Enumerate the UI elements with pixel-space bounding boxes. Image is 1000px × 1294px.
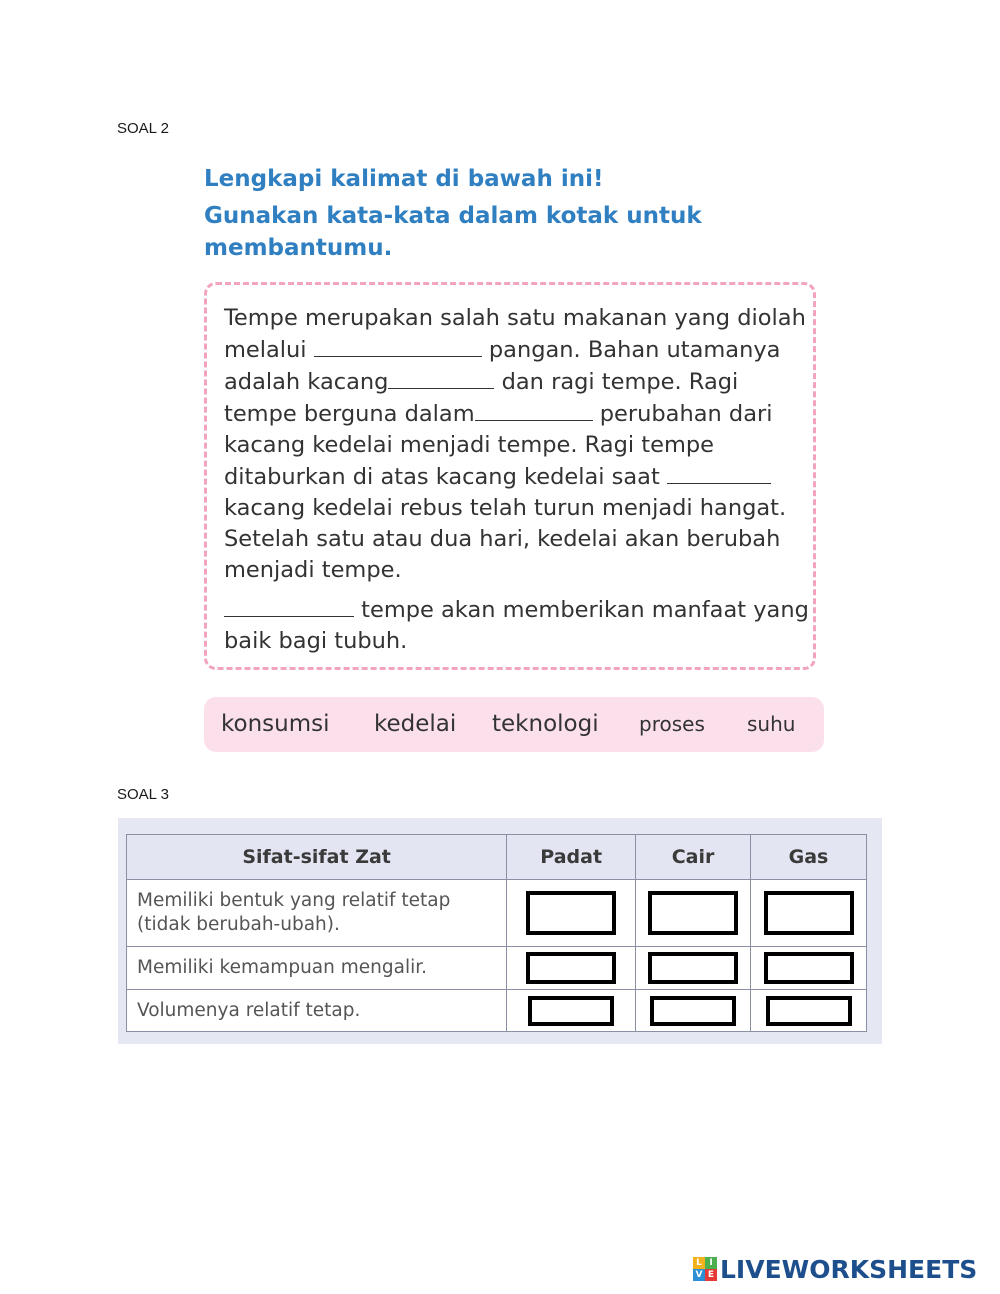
- story-box: [204, 282, 816, 670]
- soal-2-label: SOAL 2: [117, 120, 169, 137]
- story-segment: Tempe merupakan salah satu makanan yang diolah melalui: [224, 305, 806, 363]
- logo-letter: I: [705, 1257, 717, 1269]
- answer-box-gas-1[interactable]: [764, 891, 854, 935]
- answer-cell: [507, 990, 636, 1032]
- logo-letter: L: [693, 1257, 705, 1269]
- answer-blank-4[interactable]: [667, 461, 771, 484]
- logo-letter: E: [705, 1269, 717, 1281]
- header-padat: Padat: [507, 835, 636, 880]
- answer-box-cair-1[interactable]: [648, 891, 738, 935]
- liveworksheets-logo: [693, 1254, 977, 1284]
- answer-cell: [751, 990, 867, 1032]
- word-option-suhu[interactable]: suhu: [747, 712, 796, 736]
- answer-box-padat-2[interactable]: [526, 952, 616, 984]
- word-option-konsumsi[interactable]: konsumsi: [221, 711, 330, 737]
- answer-blank-3[interactable]: [475, 398, 593, 421]
- logo-text: LIVEWORKSHEETS: [720, 1254, 978, 1284]
- story-paragraph-1: [224, 303, 809, 586]
- story-segment: tempe akan memberikan manfaat yang baik bagi tubuh.: [224, 597, 809, 654]
- answer-blank-1[interactable]: [314, 334, 482, 357]
- answer-box-gas-2[interactable]: [764, 952, 854, 984]
- answer-box-padat-1[interactable]: [526, 891, 616, 935]
- story-segment: perubahan dari kacang kedelai menjadi tempe. Ragi tempe ditaburkan di atas kacang kedelai saat: [224, 401, 773, 490]
- header-cair: Cair: [636, 835, 751, 880]
- header-sifat: Sifat-sifat Zat: [127, 835, 507, 880]
- property-cell: Memiliki bentuk yang relatif tetap (tidak berubah-ubah).: [127, 880, 507, 947]
- soal-3-label: SOAL 3: [117, 786, 169, 803]
- instruction-subheading: Gunakan kata-kata dalam kotak untuk membantumu.: [204, 203, 702, 261]
- word-option-teknologi[interactable]: teknologi: [492, 711, 599, 737]
- answer-cell: [751, 947, 867, 990]
- properties-table: [126, 834, 867, 1032]
- property-cell: Memiliki kemampuan mengalir.: [127, 947, 507, 990]
- answer-cell: [636, 990, 751, 1032]
- property-cell: Volumenya relatif tetap.: [127, 990, 507, 1032]
- answer-box-cair-2[interactable]: [648, 952, 738, 984]
- story-segment: pangan. Bahan utamanya adalah kacang: [224, 337, 781, 395]
- answer-cell: [636, 880, 751, 947]
- table-header-row: [127, 835, 867, 880]
- answer-cell: [507, 947, 636, 990]
- word-bank: [204, 697, 824, 752]
- answer-box-padat-3[interactable]: [528, 996, 614, 1026]
- header-gas: Gas: [751, 835, 867, 880]
- liveworksheets-logo-icon: [693, 1257, 717, 1281]
- answer-box-cair-3[interactable]: [650, 996, 736, 1026]
- table-row: [127, 947, 867, 990]
- properties-table-panel: [118, 818, 882, 1044]
- story-segment: dan ragi tempe. Ragi tempe berguna dalam: [224, 369, 739, 427]
- story-segment: kacang kedelai rebus telah turun menjadi hangat. Setelah satu atau dua hari, kedelai akan berubah menjadi tempe.: [224, 495, 787, 583]
- story-paragraph-2: [224, 594, 809, 657]
- story-text: [224, 303, 809, 657]
- answer-blank-2[interactable]: [388, 366, 494, 389]
- answer-box-gas-3[interactable]: [766, 996, 852, 1026]
- logo-letter: V: [693, 1269, 705, 1281]
- word-option-kedelai[interactable]: kedelai: [374, 711, 457, 737]
- answer-blank-5[interactable]: [224, 594, 354, 617]
- answer-cell: [636, 947, 751, 990]
- answer-cell: [751, 880, 867, 947]
- table-row: [127, 880, 867, 947]
- table-row: [127, 990, 867, 1032]
- instruction-heading: Lengkapi kalimat di bawah ini!: [204, 166, 604, 192]
- word-option-proses[interactable]: proses: [639, 712, 705, 736]
- answer-cell: [507, 880, 636, 947]
